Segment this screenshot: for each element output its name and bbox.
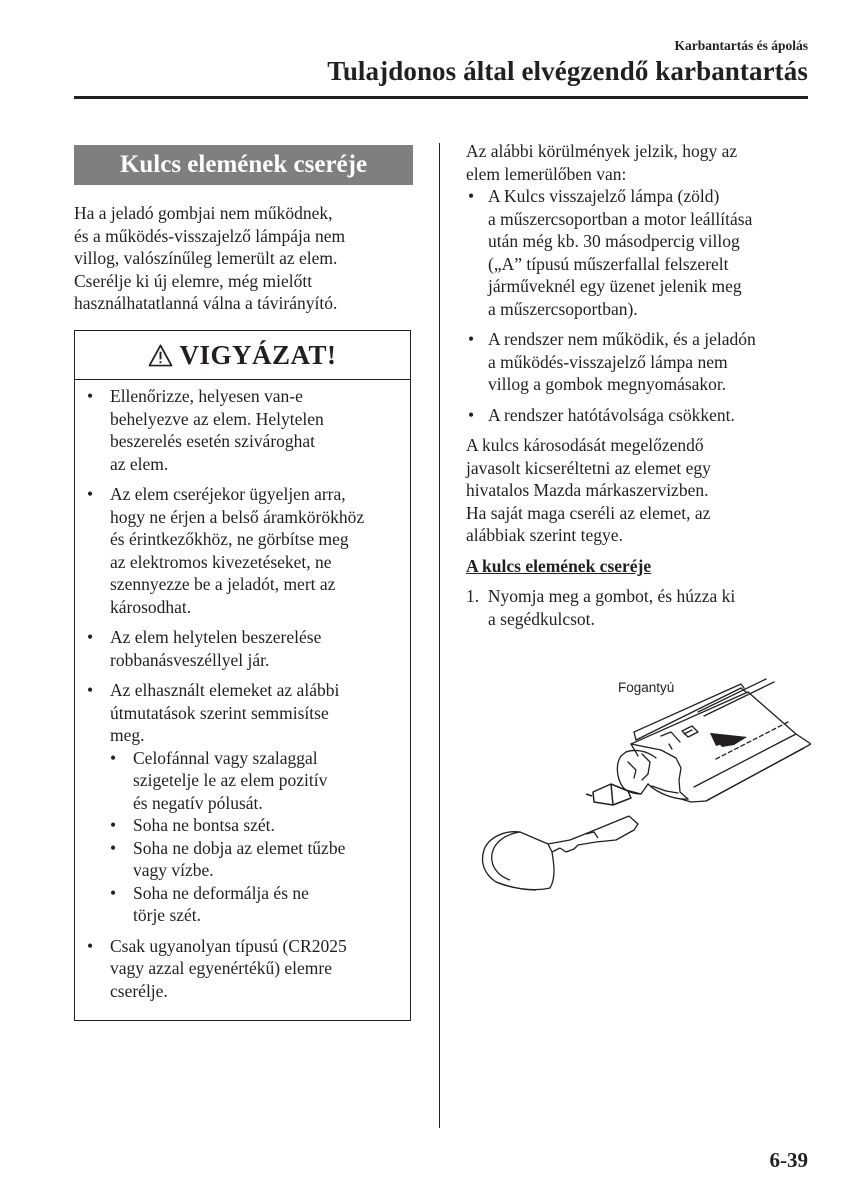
sub-line: Celofánnal vagy szalaggal: [133, 747, 318, 768]
bullet: •: [110, 882, 117, 903]
caution-line: Az elem helytelen beszerelése: [110, 627, 322, 647]
intro-paragraph: [74, 202, 424, 315]
sub-line: Soha ne dobja az elemet tűzbe: [133, 837, 346, 858]
page-title: Tulajdonos által elvégzendő karbantartás: [327, 56, 808, 86]
symptom-line: („A” típusú műszerfallal felszerelt: [488, 253, 729, 274]
caution-line: az elem.: [110, 453, 169, 474]
symptom-item: [466, 328, 811, 396]
bullet: •: [87, 935, 94, 956]
bullet: •: [87, 627, 94, 647]
symptom-line: A rendszer hatótávolsága csökkent.: [488, 404, 735, 425]
caution-line: az elektromos kivezetéseket, ne: [110, 551, 332, 572]
caution-header: [75, 331, 410, 380]
caution-item: [87, 626, 405, 671]
symptom-line: A Kulcs visszajelző lámpa (zöld): [488, 186, 720, 206]
symptom-line: a műszercsoportban a motor leállítása: [488, 208, 753, 229]
bullet: •: [468, 329, 475, 349]
sub-line: vagy vízbe.: [133, 860, 214, 880]
caution-line: hogy ne érjen a belső áramkörökhöz: [110, 506, 365, 527]
text-line: alábbiak szerint tegye.: [466, 525, 623, 545]
text-line: Ha saját maga cseréli az elemet, az: [466, 502, 711, 523]
symptom-item: [466, 185, 811, 320]
symptom-line: a működés-visszajelző lámpa nem: [488, 351, 728, 372]
step-line: a segédkulcsot.: [488, 608, 595, 629]
text-line: hivatalos Mazda márkaszervizben.: [466, 480, 709, 500]
section-heading: Kulcs elemének cseréje: [74, 145, 413, 185]
caution-line: és érintkezőkhöz, ne görbítse meg: [110, 529, 349, 549]
disposal-sublist: [110, 747, 405, 927]
sub-line: Soha ne bontsa szét.: [133, 815, 275, 835]
bullet: •: [87, 484, 94, 504]
caution-line: vagy azzal egyenértékű) elemre: [110, 958, 333, 978]
sub-line: szigetelje le az elem pozitív: [133, 770, 328, 790]
caution-item: [87, 483, 405, 618]
sub-line: Soha ne deformálja és ne: [133, 882, 309, 903]
caution-line: Ellenőrizze, helyesen van-e: [110, 386, 303, 406]
bullet: •: [110, 747, 117, 768]
advice-paragraph: [466, 434, 811, 547]
caution-line: Az elhasznált elemeket az alábbi: [110, 680, 340, 700]
caution-line: útmutatások szerint semmisítse: [110, 702, 329, 723]
symptom-line: a műszercsoportban).: [488, 298, 638, 319]
page-number: 6-39: [769, 1148, 808, 1172]
column-divider: [439, 143, 440, 1128]
caution-line: meg.: [110, 725, 145, 745]
bullet: •: [87, 680, 94, 700]
caution-title: VIGYÁZAT!: [179, 339, 337, 370]
sub-item: [110, 882, 405, 927]
sub-line: és negatív pólusát.: [133, 792, 263, 813]
caution-line: robbanásveszéllyel jár.: [110, 649, 270, 670]
key-illustration: [466, 674, 811, 909]
text-line: elem lemerülőben van:: [466, 163, 627, 184]
symptom-item: [466, 404, 811, 427]
caution-line: károsodhat.: [110, 596, 192, 617]
key-fob-drawing: [466, 674, 811, 909]
caution-line: beszerelés esetén szivároghat: [110, 431, 316, 451]
sub-item: [110, 747, 405, 815]
caution-line: Az elem cseréjekor ügyeljen arra,: [110, 484, 346, 504]
bullet: •: [468, 186, 475, 206]
warning-triangle-icon: [148, 344, 173, 367]
intro-line: Cserélje ki új elemre, még mielőtt: [74, 270, 313, 291]
intro-line: és a működés-visszajelző lámpája nem: [74, 225, 346, 246]
right-column: [466, 140, 811, 630]
symptom-line: A rendszer nem működik, és a jeladón: [488, 329, 756, 349]
intro-line: villog, valószínűleg lemerült az elem.: [74, 248, 338, 268]
caution-line: cserélje.: [110, 980, 168, 1001]
intro-line: Ha a jeladó gombjai nem működnek,: [74, 203, 333, 223]
bullet: •: [468, 404, 475, 425]
bullet: •: [110, 837, 117, 858]
procedure-step: [466, 585, 811, 630]
symptoms-list: [466, 185, 811, 426]
caution-item: [87, 385, 405, 475]
intro-line: használhatatlanná válna a távirányító.: [74, 293, 338, 313]
caution-list: [87, 385, 405, 1010]
caution-item: [87, 935, 405, 1003]
symptom-line: villog a gombok megnyomásakor.: [488, 374, 727, 394]
sub-item: [110, 837, 405, 882]
caution-item: [87, 679, 405, 927]
symptom-line: járműveknél egy üzenet jelenik meg: [488, 276, 742, 296]
symptoms-intro: [466, 140, 811, 185]
text-line: Az alábbi körülmények jelzik, hogy az: [466, 141, 738, 161]
caution-line: Csak ugyanolyan típusú (CR2025: [110, 935, 347, 956]
caution-line: behelyezve az elem. Helytelen: [110, 408, 324, 429]
bullet: •: [110, 815, 117, 835]
procedure-title: A kulcs elemének cseréje: [466, 555, 652, 576]
step-line: Nyomja meg a gombot, és húzza ki: [487, 586, 736, 606]
caution-box: [74, 330, 411, 1021]
symptom-line: után még kb. 30 másodpercig villog: [488, 231, 740, 251]
sub-item: [110, 814, 405, 837]
bullet: •: [87, 386, 94, 406]
text-line: javasolt kicseréltetni az elemet egy: [466, 457, 711, 478]
handle-label: Fogantyú: [618, 680, 675, 695]
title-rule: [74, 96, 808, 99]
caution-line: szennyezze be a jeladót, mert az: [110, 574, 336, 594]
sub-line: törje szét.: [133, 905, 202, 925]
text-line: A kulcs károsodását megelőzendő: [466, 435, 704, 455]
section-label: Karbantartás és ápolás: [674, 38, 808, 53]
step-number: 1.: [466, 586, 480, 606]
